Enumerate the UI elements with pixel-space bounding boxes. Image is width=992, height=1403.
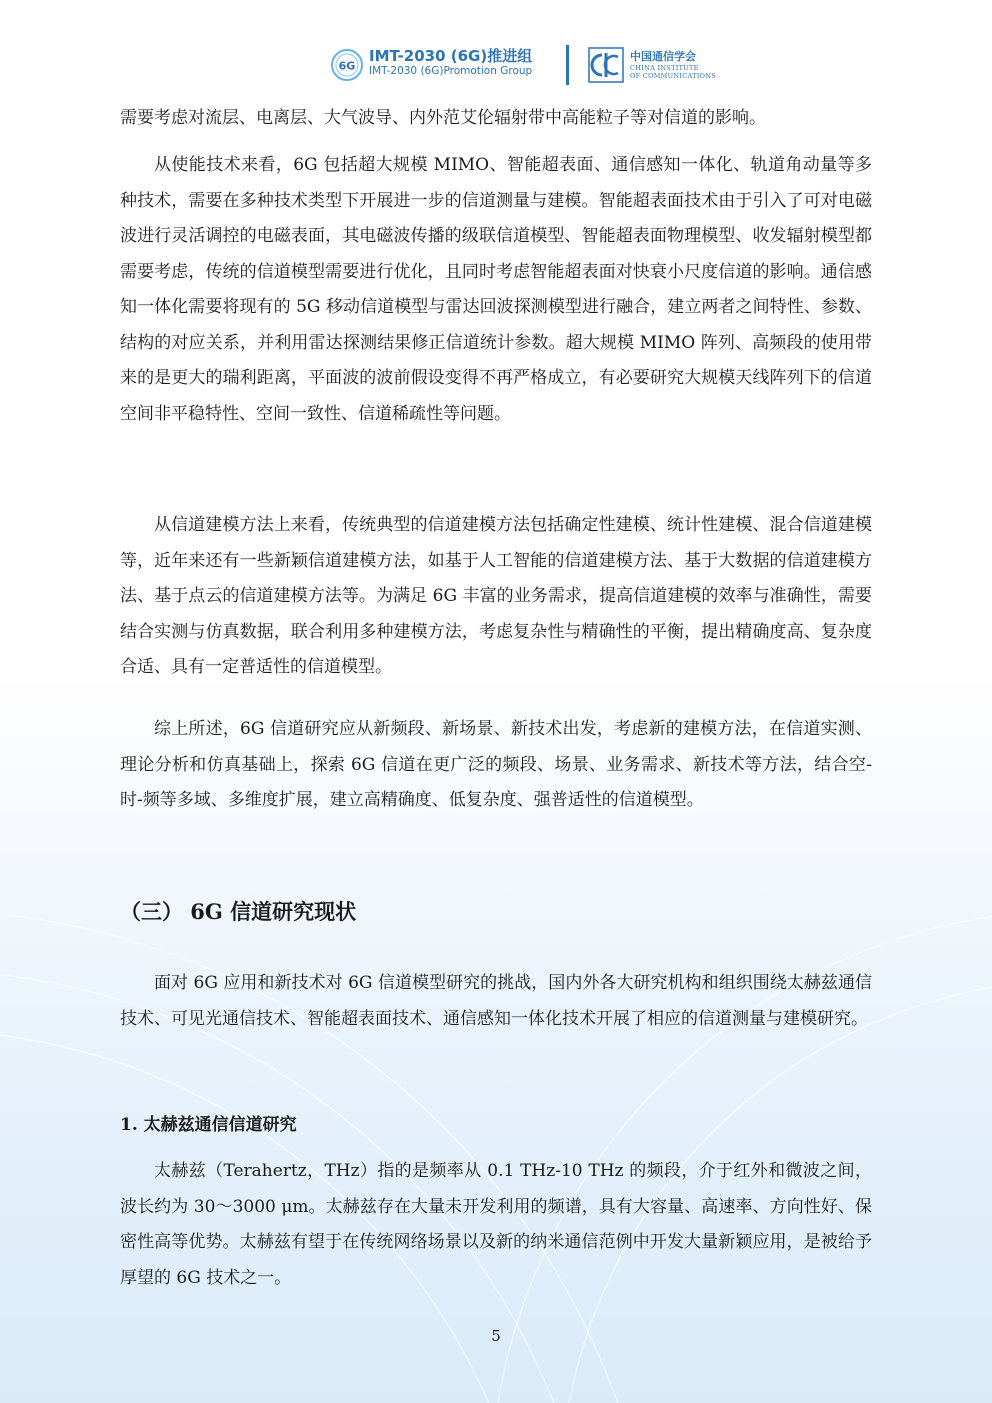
paragraph-enabling-tech: 从使能技术来看，6G 包括超大规模 MIMO、智能超表面、通信感知一体化、轨道角动量等多种技术，需要在多种技术类型下开展进一步的信道测量与建模。智能超表面技术由于引入了可对电磁波进行灵活调控的电磁表面，其电磁波传播的级联信道模型、智能超表面物理模型、收发辐射模型都需要考虑，传统的信道模型需要进行优化，且同时考虑智能超表面对快衰小尺度信道的影响。通信感知一体化需要将现有的 5G 移动信道模型与雷达回波探测模型进行融合，建立两者之间特性、参数、结构的对应关系，并利用雷达探测结果修正信道统计参数。超大规模 MIMO 阵列、高频段的使用带来的是更大的瑞利距离，平面波的波前假设变得不再严格成立，有必要研究大规模天线阵列下的信道空间非平稳特性、空间一致性、信道稀疏性等问题。 [120, 155, 872, 424]
subsection-heading: 1. 太赫兹通信信道研究 [120, 1115, 297, 1135]
cic-name-en-line2: OF COMMUNICATIONS [630, 72, 717, 80]
section-intro-paragraph: 面对 6G 应用和新技术对 6G 信道模型研究的挑战，国内外各大研究机构和组织围绕太赫兹通信技术、可见光通信技术、智能超表面技术、通信感知一体化技术开展了相应的信道测量与建模研究。 [120, 973, 872, 1029]
paragraph-continuation: 需要考虑对流层、电离层、大气波导、内外范艾伦辐射带中高能粒子等对信道的影响。 [120, 108, 766, 128]
brand-subtitle: IMT-2030 (6G)Promotion Group [369, 65, 533, 77]
header-divider [566, 45, 569, 85]
subsection-body-paragraph: 太赫兹（Terahertz，THz）指的是频率从 0.1 THz-10 THz 的频段，介于红外和微波之间，波长约为 30～3000 μm。太赫兹存在大量未开发利用的频谱，具有大容量、高速率、方向性好、保密性高等优势。太赫兹有望于在传统网络场景以及新的纳米通信范例中开发大量新颖应用，是被给予厚望的 6G 技术之一。 [120, 1161, 872, 1288]
section-heading: （三） 6G 信道研究现状 [120, 899, 357, 924]
logo-left-text: 6G [338, 59, 356, 73]
paragraph-summary: 综上所述，6G 信道研究应从新频段、新场景、新技术出发，考虑新的建模方法，在信道实测、理论分析和仿真基础上，探索 6G 信道在更广泛的频段、场景、业务需求、新技术等方法，结合空-时-频等多域、多维度扩展，建立高精确度、低复杂度、强普适性的信道模型。 [120, 719, 872, 810]
cic-name-en-line1: CHINA INSTITUTE [630, 64, 699, 72]
cic-name-cn: 中国通信学会 [630, 50, 696, 63]
cic-logo-icon [588, 47, 624, 83]
paragraph-modeling-methods: 从信道建模方法上来看，传统典型的信道建模方法包括确定性建模、统计性建模、混合信道建模等，近年来还有一些新颖信道建模方法，如基于人工智能的信道建模方法、基于大数据的信道建模方法、基于点云的信道建模方法等。为满足 6G 丰富的业务需求，提高信道建模的效率与准确性，需要结合实测与仿真数据，联合利用多种建模方法，考虑复杂性与精确性的平衡，提出精确度高、复杂度合适、具有一定普适性的信道模型。 [120, 515, 872, 677]
brand-title: IMT-2030 (6G)推进组 [369, 47, 533, 65]
page-header [0, 42, 992, 88]
page-number: 5 [491, 1327, 501, 1345]
imt2030-logo-icon [330, 48, 364, 82]
